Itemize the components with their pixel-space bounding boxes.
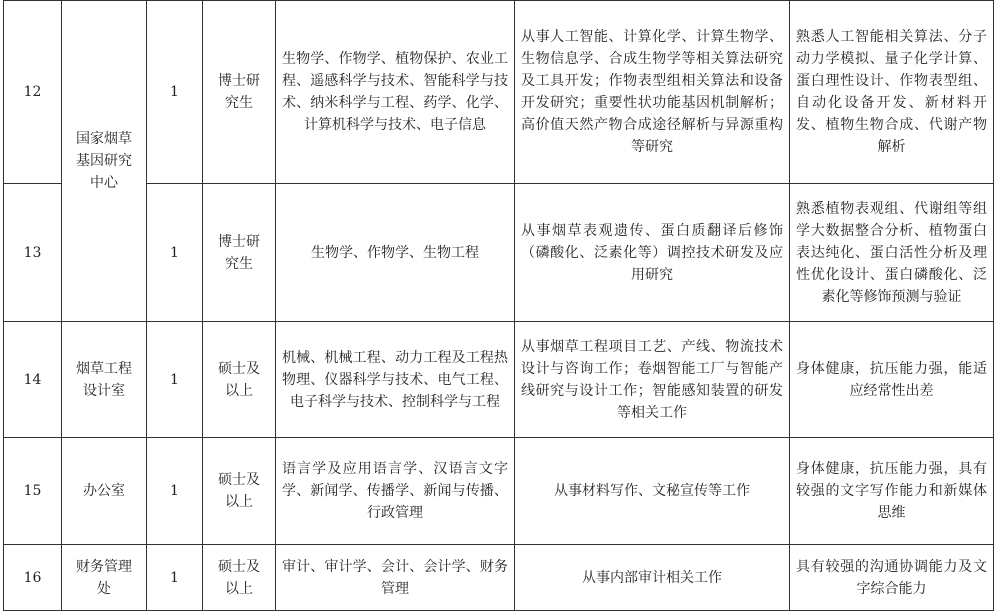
row-number: 16: [4, 545, 62, 611]
row-number: 13: [4, 184, 62, 322]
department-cell: 国家烟草基因研究中心: [62, 1, 147, 322]
row-number: 15: [4, 438, 62, 545]
headcount-cell: 1: [147, 1, 203, 184]
headcount-cell: 1: [147, 438, 203, 545]
duty-cell: 从事材料写作、文秘宣传等工作: [515, 438, 790, 545]
department-cell: 办公室: [62, 438, 147, 545]
duty-cell: 从事烟草工程项目工艺、产线、物流技术设计与咨询工作；卷烟智能工厂与智能产线研究与设计工作；智能感知装置的研发等相关工作: [515, 322, 790, 438]
requirement-cell: 具有较强的沟通协调能力及文字综合能力: [790, 545, 994, 611]
degree-cell: 博士研究生: [203, 184, 276, 322]
requirement-cell: 熟悉人工智能相关算法、分子动力学模拟、量子化学计算、蛋白理性设计、作物表型组、自动化设备开发、新材料开发、植物生物合成、代谢产物解析: [790, 1, 994, 184]
department-cell: 财务管理处: [62, 545, 147, 611]
duty-cell: 从事烟草表观遗传、蛋白质翻译后修饰（磷酸化、泛素化等）调控技术研发及应用研究: [515, 184, 790, 322]
degree-cell: 硕士及以上: [203, 545, 276, 611]
requirement-cell: 熟悉植物表观组、代谢组等组学大数据整合分析、植物蛋白表达纯化、蛋白活性分析及理性优化设计、蛋白磷酸化、泛素化等修饰预测与验证: [790, 184, 994, 322]
row-number: 14: [4, 322, 62, 438]
requirement-cell: 身体健康，抗压能力强，能适应经常性出差: [790, 322, 994, 438]
degree-cell: 硕士及以上: [203, 438, 276, 545]
duty-cell: 从事人工智能、计算化学、计算生物学、生物信息学、合成生物学等相关算法研究及工具开发；作物表型组相关算法和设备开发研究；重要性状功能基因机制解析；高价值天然产物合成途径解析与异源重构等研究: [515, 1, 790, 184]
table-row: [4, 1, 994, 184]
table-row: [4, 322, 994, 438]
department-cell: 烟草工程设计室: [62, 322, 147, 438]
table-row: [4, 438, 994, 545]
headcount-cell: 1: [147, 184, 203, 322]
table-row: [4, 184, 994, 322]
major-cell: 语言学及应用语言学、汉语言文字学、新闻学、传播学、新闻与传播、行政管理: [276, 438, 515, 545]
degree-cell: 博士研究生: [203, 1, 276, 184]
requirement-cell: 身体健康，抗压能力强，具有较强的文字写作能力和新媒体思维: [790, 438, 994, 545]
degree-cell: 硕士及以上: [203, 322, 276, 438]
job-table: [3, 0, 994, 611]
row-number: 12: [4, 1, 62, 184]
headcount-cell: 1: [147, 545, 203, 611]
major-cell: 生物学、作物学、植物保护、农业工程、遥感科学与技术、智能科学与技术、纳米科学与工程、药学、化学、计算机科学与技术、电子信息: [276, 1, 515, 184]
major-cell: 生物学、作物学、生物工程: [276, 184, 515, 322]
major-cell: 审计、审计学、会计、会计学、财务管理: [276, 545, 515, 611]
table-row: [4, 545, 994, 611]
major-cell: 机械、机械工程、动力工程及工程热物理、仪器科学与技术、电气工程、电子科学与技术、控制科学与工程: [276, 322, 515, 438]
headcount-cell: 1: [147, 322, 203, 438]
duty-cell: 从事内部审计相关工作: [515, 545, 790, 611]
